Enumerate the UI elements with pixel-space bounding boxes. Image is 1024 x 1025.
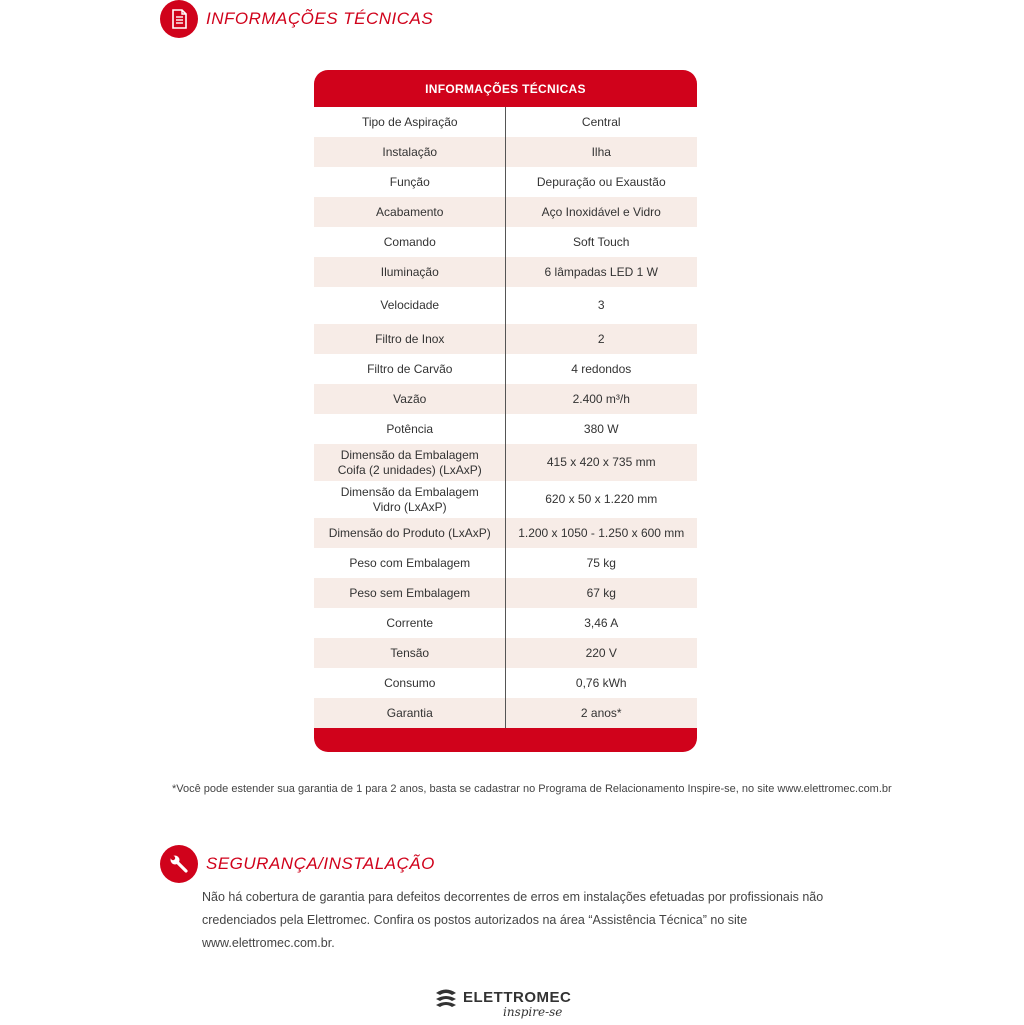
- spec-value: Central: [581, 114, 621, 129]
- spec-label: [314, 526, 506, 541]
- section-title: SEGURANÇA/INSTALAÇÃO: [206, 854, 435, 873]
- spec-value: 3: [597, 298, 605, 312]
- logo-wordmark: ELETTROMEC: [463, 989, 572, 1006]
- spec-label: [314, 235, 506, 250]
- table-row: [314, 137, 697, 167]
- spec-label: [314, 298, 506, 313]
- brand-logo: [433, 985, 593, 1025]
- table-row: [314, 257, 697, 287]
- spec-value: Ilha: [591, 144, 611, 159]
- spec-label-line: Filtro de Carvão: [367, 361, 453, 376]
- spec-label-line: Comando: [383, 234, 436, 249]
- table-body: [314, 107, 697, 728]
- spec-label: [314, 616, 506, 631]
- wrench-icon: [160, 845, 198, 883]
- spec-label-line: Instalação: [382, 144, 438, 159]
- section-header-install: [160, 845, 435, 883]
- spec-label: [314, 392, 506, 407]
- section-title: INFORMAÇÕES TÉCNICAS: [206, 9, 434, 28]
- table-row: [314, 384, 697, 414]
- spec-label-line: Corrente: [386, 615, 434, 630]
- spec-label: [314, 422, 506, 437]
- spec-value: 2.400 m³/h: [572, 391, 630, 406]
- spec-value: 2: [597, 331, 605, 346]
- table-row: [314, 444, 697, 481]
- spec-label-line: Velocidade: [380, 298, 440, 312]
- spec-label: [314, 362, 506, 377]
- table-row: [314, 354, 697, 384]
- logo-mark-icon: [433, 987, 459, 1009]
- spec-label-line: Coifa (2 unidades) (LxAxP): [337, 462, 482, 477]
- spec-label-line: Iluminação: [380, 264, 439, 279]
- spec-label: [314, 646, 506, 661]
- spec-label: [314, 332, 506, 347]
- spec-value: 6 lâmpadas LED 1 W: [544, 264, 658, 279]
- section-header-specs: [160, 0, 433, 38]
- spec-label-line: Função: [389, 174, 430, 189]
- spec-label-line: Filtro de Inox: [375, 331, 445, 346]
- spec-value: 4 redondos: [571, 361, 632, 376]
- install-line: credenciados pela Elettromec. Confira os postos autorizados na área “Assistência Técnica” no site www.elettromec.com.br.: [202, 913, 748, 950]
- spec-value: 75 kg: [586, 555, 616, 570]
- table-header: INFORMAÇÕES TÉCNICAS: [314, 70, 697, 107]
- spec-value: 67 kg: [586, 585, 616, 600]
- table-row: [314, 287, 697, 324]
- install-line: Não há cobertura de garantia para defeitos decorrentes de erros em instalações efetuadas por profissionais não: [202, 890, 824, 904]
- spec-label: [314, 205, 506, 220]
- table-row: [314, 414, 697, 444]
- spec-label: [314, 586, 506, 601]
- spec-label-line: Potência: [386, 421, 434, 436]
- spec-value: Depuração ou Exaustão: [536, 174, 666, 189]
- spec-value: 1.200 x 1050 - 1.250 x 600 mm: [518, 525, 685, 540]
- table-row: [314, 608, 697, 638]
- table-row: [314, 518, 697, 548]
- table-row: [314, 107, 697, 137]
- spec-label-line: Acabamento: [376, 204, 444, 219]
- spec-value: Soft Touch: [573, 234, 630, 249]
- spec-label-line: Consumo: [384, 675, 436, 690]
- spec-value: 220 V: [585, 645, 617, 660]
- spec-label: [314, 448, 506, 478]
- spec-label: [314, 115, 506, 130]
- spec-label-line: Vazão: [393, 391, 427, 406]
- table-row: [314, 167, 697, 197]
- spec-label-line: Dimensão da Embalagem: [340, 447, 479, 462]
- document-icon: [160, 0, 198, 38]
- spec-label-line: Dimensão do Produto (LxAxP): [328, 525, 491, 540]
- spec-label: [314, 145, 506, 160]
- table-row: [314, 578, 697, 608]
- table-footer-bar: [314, 728, 697, 752]
- spec-label-line: Vidro (LxAxP): [372, 499, 447, 514]
- specs-table: [314, 70, 697, 752]
- warranty-footnote: *Você pode estender sua garantia de 1 para 2 anos, basta se cadastrar no Programa de Relacionamento Inspire-se, no site www.elettromec.com.br: [172, 783, 892, 795]
- spec-label-line: Dimensão da Embalagem: [340, 484, 479, 499]
- table-row: [314, 548, 697, 578]
- spec-value: Aço Inoxidável e Vidro: [541, 204, 661, 219]
- spec-label: [314, 676, 506, 691]
- spec-label: [314, 175, 506, 190]
- install-paragraph: [202, 886, 882, 955]
- table-row: [314, 227, 697, 257]
- table-row: [314, 638, 697, 668]
- table-row: [314, 481, 697, 518]
- spec-label: [314, 556, 506, 571]
- spec-label: [314, 706, 506, 721]
- spec-value: 0,76 kWh: [575, 675, 627, 690]
- spec-label: [314, 265, 506, 280]
- spec-label-line: Tipo de Aspiração: [361, 114, 458, 129]
- spec-label-line: Tensão: [390, 645, 430, 660]
- logo-tagline: inspire-se: [503, 1005, 563, 1019]
- spec-value: 620 x 50 x 1.220 mm: [545, 492, 658, 506]
- spec-value: 380 W: [583, 421, 619, 436]
- spec-label-line: Peso sem Embalagem: [349, 585, 471, 600]
- spec-label: [314, 485, 506, 515]
- spec-value: 415 x 420 x 735 mm: [546, 455, 656, 469]
- table-row: [314, 324, 697, 354]
- spec-value: 2 anos*: [580, 705, 622, 720]
- spec-value: 3,46 A: [584, 615, 619, 630]
- table-row: [314, 698, 697, 728]
- table-row: [314, 668, 697, 698]
- table-row: [314, 197, 697, 227]
- spec-label-line: Garantia: [386, 705, 433, 720]
- spec-label-line: Peso com Embalagem: [349, 555, 471, 570]
